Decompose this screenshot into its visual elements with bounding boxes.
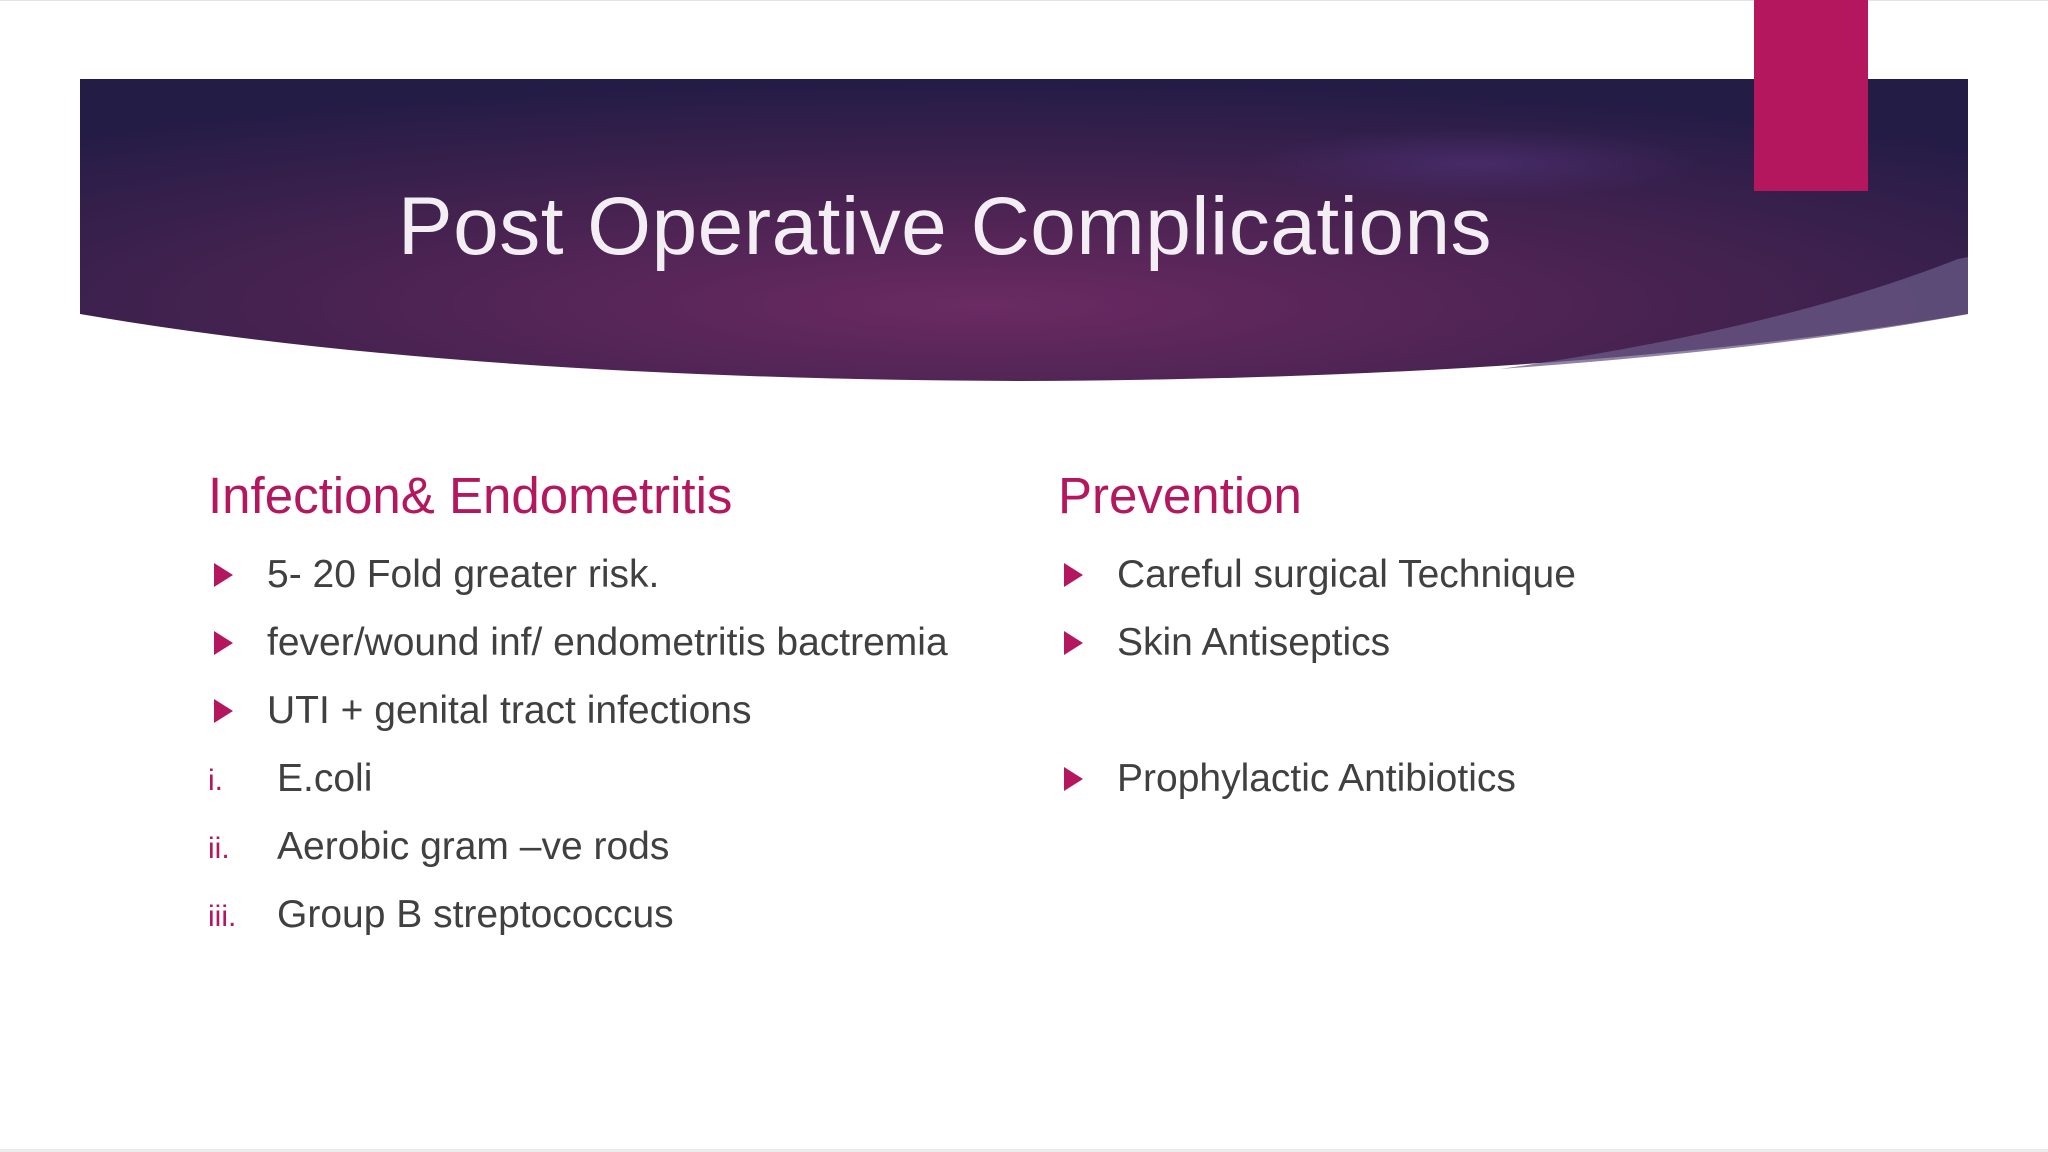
triangle-bullet-icon	[214, 563, 233, 587]
list-item	[208, 552, 1028, 598]
list-item-text: Skin Antiseptics	[1117, 621, 1391, 664]
list-item-text: Prophylactic Antibiotics	[1117, 757, 1516, 800]
sub-list-item	[208, 756, 1028, 802]
empty-line	[1058, 666, 1878, 734]
sub-list-item-text: Aerobic gram –ve rods	[277, 825, 670, 868]
top-divider	[0, 0, 2048, 1]
list-item-text: UTI + genital tract infections	[267, 689, 752, 732]
left-heading: Infection& Endometritis	[208, 467, 733, 524]
list-item	[208, 620, 1028, 666]
list-item	[1058, 552, 1878, 598]
triangle-bullet-icon	[214, 699, 233, 723]
list-item	[1058, 756, 1878, 802]
list-item	[1058, 620, 1878, 666]
roman-numeral-marker: ii.	[208, 832, 230, 865]
right-heading: Prevention	[1058, 467, 1302, 524]
left-column	[208, 462, 1028, 938]
triangle-bullet-icon	[1064, 631, 1083, 655]
sub-list-item-text: Group B streptococcus	[277, 893, 674, 936]
sub-list-item	[208, 892, 1028, 938]
sub-list-item-text: E.coli	[277, 757, 373, 800]
right-column	[1058, 462, 1878, 802]
slide-title: Post Operative Complications	[397, 181, 1493, 272]
triangle-bullet-icon	[1064, 767, 1083, 791]
roman-numeral-marker: iii.	[208, 900, 237, 933]
triangle-bullet-icon	[214, 631, 233, 655]
list-item-text: fever/wound inf/ endometritis bactremia	[267, 621, 948, 664]
sub-list-item	[208, 824, 1028, 870]
list-item	[208, 688, 1028, 734]
list-item-text: Careful surgical Technique	[1117, 553, 1576, 596]
triangle-bullet-icon	[1064, 563, 1083, 587]
list-item-text: 5- 20 Fold greater risk.	[267, 553, 660, 596]
accent-tab	[1754, 0, 1868, 191]
roman-numeral-marker: i.	[208, 764, 223, 797]
